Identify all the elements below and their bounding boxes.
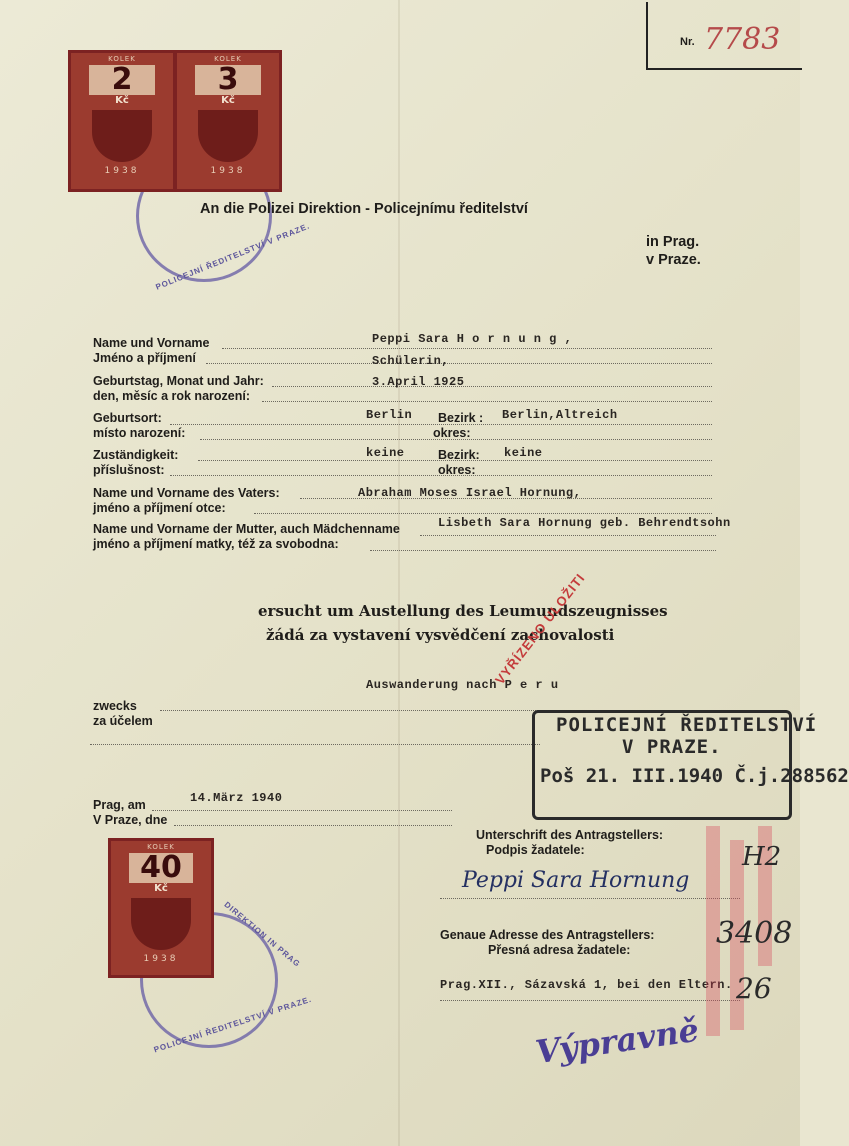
stamp-currency: Kč [221, 95, 235, 106]
father-value: Abraham Moses Israel Hornung, [358, 486, 582, 500]
revenue-stamp-2 [68, 50, 176, 192]
handwritten-h2: H2 [742, 842, 782, 872]
city-cz: v Praze. [646, 252, 701, 268]
mother-value: Lisbeth Sara Hornung geb. Behrendtsohn [438, 516, 731, 530]
stamp-top-text: KOLEK [214, 55, 242, 63]
request-line-de: ersucht um Austellung des Leumundszeugnisses [258, 602, 668, 620]
dotted-line [262, 401, 712, 402]
stamp-value: 40 [129, 853, 193, 883]
signature-label-cz: Podpis žadatele: [486, 843, 585, 857]
date-place-de: Prag, am [93, 798, 146, 812]
vypravne-stamp: Výpravně [533, 1010, 702, 1072]
birthplace-label-cz: místo narození: [93, 426, 186, 440]
revenue-stamp-40 [108, 838, 214, 978]
dotted-line [90, 744, 540, 745]
dotted-line [222, 348, 712, 349]
addressee-line: An die Polizei Direktion - Policejnímu ředitelství [200, 201, 528, 217]
district-label-cz: okres: [433, 426, 471, 440]
dotted-line [440, 1000, 740, 1001]
citizenship-label-cz: příslušnost: [93, 463, 165, 477]
seal-top-text: POLICEJNÍ ŘEDITELSTVÍ V PRAZE. [154, 221, 312, 292]
stamp-year: 1938 [104, 166, 140, 176]
dotted-line [206, 363, 712, 364]
birthplace-value: Berlin [366, 408, 413, 422]
purpose-value: Auswanderung nach P e r u [366, 678, 559, 692]
date-place-cz: V Praze, dne [93, 813, 168, 827]
lion-shield-icon [92, 110, 152, 162]
father-label-de: Name und Vorname des Vaters: [93, 486, 280, 500]
stamp-year: 1938 [143, 954, 179, 964]
dotted-line [420, 535, 716, 536]
dotted-line [152, 810, 452, 811]
birthplace-label-de: Geburtsort: [93, 411, 162, 425]
date-value: 14.März 1940 [190, 791, 283, 805]
stamp-year: 1938 [210, 166, 246, 176]
purpose-label-de: zwecks [93, 699, 137, 713]
stamp-top-text: KOLEK [147, 843, 175, 851]
stamp-value: 3 [195, 65, 261, 95]
dotted-line [370, 550, 716, 551]
birthdate-value: 3.April 1925 [372, 375, 465, 389]
handwritten-26: 26 [736, 972, 772, 1005]
name-label-cz: Jméno a příjmení [93, 351, 196, 365]
citizenship-value: keine [366, 446, 405, 460]
name-label-de: Name und Vorname [93, 336, 210, 350]
address-value: Prag.XII., Sázavská 1, bei den Eltern. [440, 978, 733, 992]
seal-bottom-text: POLICEJNÍ ŘEDITELSTVÍ V PRAZE. [152, 994, 313, 1055]
handwritten-3408: 3408 [716, 916, 793, 951]
address-label-de: Genaue Adresse des Antragstellers: [440, 928, 655, 942]
occupation-value: Schülerin, [372, 354, 450, 368]
dotted-line [440, 898, 740, 899]
district2-label-cz: okres: [438, 463, 476, 477]
stamp-value: 2 [89, 65, 155, 95]
applicant-signature: Peppi Sara Hornung [462, 868, 690, 893]
signature-label-de: Unterschrift des Antragstellers: [476, 828, 664, 842]
birthdate-label-de: Geburtstag, Monat und Jahr: [93, 374, 264, 388]
city-de: in Prag. [646, 234, 700, 250]
fold-crease [398, 0, 400, 1146]
father-label-cz: jméno a příjmení otce: [93, 501, 226, 515]
mother-label-cz: jméno a příjmení matky, též za svobodna: [93, 537, 339, 551]
stamp-top-text: KOLEK [108, 55, 136, 63]
request-line-cz: žádá za vystavení vysvědčení zachovalosti [266, 626, 615, 644]
revenue-stamp-3 [174, 50, 282, 192]
stamp-currency: Kč [115, 95, 129, 106]
dotted-line [174, 825, 452, 826]
purpose-label-cz: za účelem [93, 714, 153, 728]
district-value: Berlin,Altreich [502, 408, 618, 422]
dotted-line [254, 513, 712, 514]
dotted-line [272, 386, 712, 387]
name-value: Peppi Sara H o r n u n g , [372, 332, 573, 346]
citizenship-label-de: Zuständigkeit: [93, 448, 179, 462]
lion-shield-icon [198, 110, 258, 162]
mother-label-de: Name und Vorname der Mutter, auch Mädchenname [93, 522, 400, 536]
district2-label-de: Bezirk: [438, 448, 480, 462]
official-stamp-line2: V PRAZE. [622, 736, 722, 758]
seal-bottom-text2: DIREKTION IN PRAG [222, 900, 303, 969]
official-stamp-line1: POLICEJNÍ ŘEDITELSTVÍ [556, 714, 818, 736]
diagonal-red-stamp: VYŘÍZENO ULOŽITI [492, 570, 588, 688]
district-label-de: Bezirk : [438, 411, 484, 425]
district2-value: keine [504, 446, 543, 460]
official-stamp-line3: Poš 21. III.1940 Č.j.288562 [540, 765, 849, 787]
number-value: 7783 [704, 22, 781, 57]
lion-shield-icon [131, 898, 191, 950]
number-label: Nr. [680, 36, 695, 48]
birthdate-label-cz: den, měsíc a rok narození: [93, 389, 250, 403]
address-label-cz: Přesná adresa žadatele: [488, 943, 631, 957]
stamp-currency: Kč [154, 883, 168, 894]
